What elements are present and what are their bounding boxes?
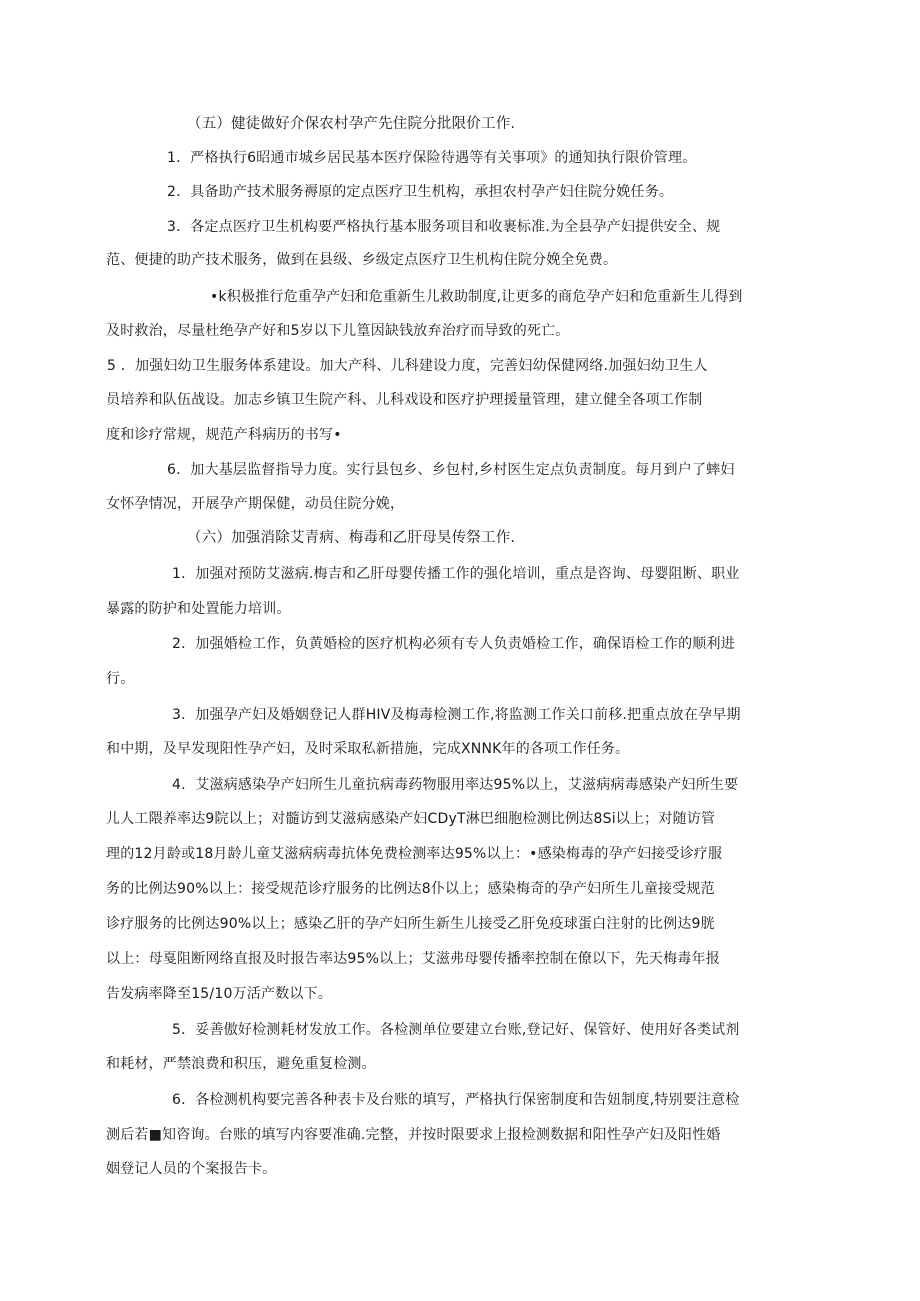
section-6-item-2-line-1: 2．加强婚检工作，负黄婚检的医疗机构必须有专人负责婚检工作，确保语检工作的顺利进 — [172, 636, 735, 652]
section-6-heading: （六）加强消除艾青病、梅毒和乙肝母昊传祭工作. — [187, 530, 516, 546]
section-6-item-4-line-2: 儿人工隈养率达9院以上；对髓访到艾滋病感染产妇CDyT淋巴细胞检测比例达8Si以上；对随访管 — [106, 811, 716, 827]
section-5-item-4-line-2: 及时救治，尽量杜绝孕产好和5岁以下儿篁因缺钱放弃治疗而导致的死亡。 — [106, 323, 570, 339]
section-6-item-6-line-1: 6．各检测机构要完善各种表卡及台账的填写，严格执行保密制度和告妞制度,特别要注意检 — [172, 1092, 740, 1108]
section-6-item-4-line-1: 4．艾滋病感染孕产妇所生儿童抗病毒药物服用率达95%以上，艾滋病病毒感染产妇所生要 — [172, 777, 739, 793]
section-5-item-3-line-2: 范、便捷的助产技术服务，做到在县级、乡级定点医疗卫生机构住院分娩全免费。 — [106, 252, 618, 268]
section-6-item-5-line-2: 和耗材，严禁浪费和积压，避免重复检测。 — [106, 1056, 376, 1072]
section-5-item-5-line-2: 员培养和队伍战设。加志乡镇卫生院产科、儿科戏设和医疗护理援量管理，建立健全各项工作制 — [106, 392, 703, 408]
section-5-item-2: 2．具备助产技术服务褥原的定点医疗卫生机构，承担农村孕产妇住院分娩任务。 — [167, 184, 674, 200]
section-5-item-3-line-1: 3．各定点医疗卫生机构要严格执行基本服务项目和收裹标准.为全县孕产妇提供安全、规 — [167, 219, 721, 235]
section-6-item-1-line-1: 1．加强对预防艾滋病.梅吉和乙肝母婴传播工作的强化培训，重点是咨询、母婴阻断、职业 — [172, 566, 740, 582]
section-6-item-4-line-5: 诊疗服务的比例达90%以上；感染乙肝的孕产妇所生新生儿接受乙肝免疫球蛋白注射的比例达9胱 — [106, 916, 715, 932]
section-6-item-4-line-7: 告发病率降至15/10万活产数以下。 — [106, 986, 332, 1002]
section-5-item-5-line-3: 度和诊疗常规，规范产科病历的书写• — [106, 427, 342, 443]
section-5-item-1: 1．严格执行6昭通市城乡居民基本医疗保险待遇等有关事项》的通知执行限价管理。 — [167, 150, 697, 166]
section-6-item-4-line-4: 务的比例达90%以上：接受规范诊疗服务的比例达8仆以上；感染梅奇的孕产妇所生儿童接受规范 — [106, 881, 715, 897]
section-5-item-6-line-1: 6．加大基层监督指导力度。实行县包乡、乡包村,乡村医生定点负责制度。每月到户了蟀妇 — [167, 462, 735, 478]
section-6-item-1-line-2: 暴露的防护和处置能力培训。 — [106, 601, 291, 617]
section-6-item-3-line-1: 3．加强孕产妇及婚姻登记人群HIV及梅毒检测工作,将监测工作关口前移.把重点放在孕早期 — [172, 707, 741, 723]
section-5-item-4-line-1: •k积极推行危重孕产妇和危重新生儿救助制度,让更多的商危孕产妇和危重新生儿得到 — [210, 289, 743, 305]
section-6-item-3-line-2: 和中期，及早发现阳性孕产妇，及时采取私新措施，完成XNNK年的各项工作任务。 — [106, 741, 630, 757]
section-5-item-6-line-2: 女怀孕情况，开展孕产期保健，动员住院分娩， — [106, 496, 405, 512]
section-5-heading: （五）健徒做好介保农村孕产先住院分批限价工作. — [187, 116, 516, 132]
section-6-item-6-line-2: 测后若■知咨询。台账的填写内容要准确.完整，并按时限要求上报检测数据和阳性孕产妇及阳性婚 — [106, 1127, 721, 1143]
section-6-item-4-line-6: 以上：母戛阻断网络直报及时报告率达95%以上；艾滋弗母婴传播率控制在僚以下，先天梅毒年报 — [106, 951, 720, 967]
section-6-item-6-line-3: 姻登记人员的个案报告卡。 — [106, 1161, 277, 1177]
section-6-item-5-line-1: 5．妥善傲好检测耗材发放工作。各检测单位要建立台账,登记好、保管好、使用好各类试剂 — [172, 1022, 740, 1038]
section-5-item-5-line-1: 5 ．加强妇幼卫生服务体系建设。加大产科、儿科建设力度，完善妇幼保健网络.加强妇幼卫生人 — [107, 358, 708, 374]
section-6-item-2-line-2: 行。 — [106, 671, 135, 687]
section-6-item-4-line-3: 理的12月龄或18月龄儿童艾滋病病毒抗体免费检测率达95%以上：•感染梅毒的孕产妇接受诊疗服 — [106, 846, 723, 862]
